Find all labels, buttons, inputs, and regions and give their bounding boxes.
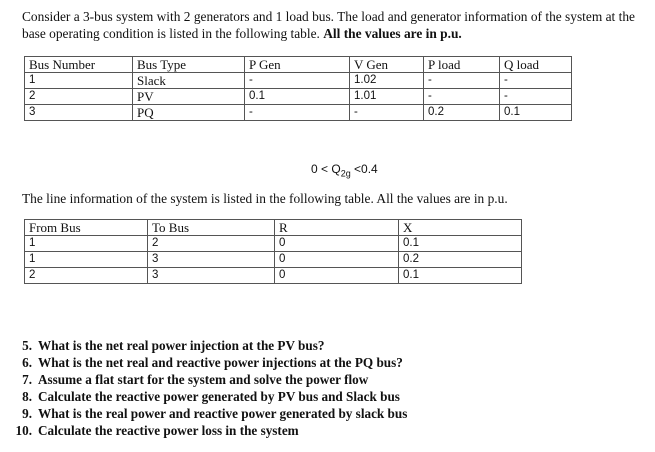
list-item (12, 337, 407, 354)
cell: 0.1 (245, 89, 350, 105)
cell: - (424, 73, 500, 89)
line-table (24, 219, 522, 284)
cell: - (500, 73, 572, 89)
question-text: Assume a flat start for the system and solve the power flow (38, 372, 369, 387)
list-item (12, 388, 407, 405)
cell: PQ (133, 105, 245, 121)
list-item (12, 371, 407, 388)
col-v-gen: V Gen (350, 57, 424, 73)
cell: 0.1 (399, 268, 522, 284)
cell: 1 (25, 236, 148, 252)
table-row (25, 73, 572, 89)
col-to-bus: To Bus (148, 220, 275, 236)
col-q-load: Q load (500, 57, 572, 73)
cell: 0.2 (424, 105, 500, 121)
table-row (25, 252, 522, 268)
cell: 1.02 (350, 73, 424, 89)
cell: - (424, 89, 500, 105)
cell: 2 (148, 236, 275, 252)
cell: 3 (25, 105, 133, 121)
col-bus-type: Bus Type (133, 57, 245, 73)
question-text: Calculate the reactive power generated by PV bus and Slack bus (38, 389, 400, 404)
question-list (12, 337, 407, 439)
cell: Slack (133, 73, 245, 89)
table-row (25, 236, 522, 252)
bus-table (24, 56, 572, 121)
question-text: What is the real power and reactive power generated by slack bus (38, 406, 408, 421)
cell: 0.2 (399, 252, 522, 268)
question-number: 9. (22, 406, 32, 421)
constraint-subscript: 2g (340, 168, 351, 179)
cell: 0 (275, 268, 399, 284)
col-p-load: P load (424, 57, 500, 73)
intro-text: Consider a 3-bus system with 2 generators and 1 load bus. The load and generator information of the system at the base operating condition is listed in the following table. (22, 9, 635, 41)
cell: 1 (25, 73, 133, 89)
cell: - (245, 73, 350, 89)
col-p-gen: P Gen (245, 57, 350, 73)
question-text: What is the net real and reactive power injections at the PQ bus? (38, 355, 403, 370)
constraint-right: <0.4 (350, 162, 378, 176)
col-from-bus: From Bus (25, 220, 148, 236)
intro-units-note: All the values are in p.u. (323, 26, 462, 41)
question-number: 8. (22, 389, 32, 404)
col-x: X (399, 220, 522, 236)
cell: 0.1 (399, 236, 522, 252)
cell: 0 (275, 252, 399, 268)
cell: - (350, 105, 424, 121)
cell: 2 (25, 89, 133, 105)
cell: 1.01 (350, 89, 424, 105)
question-number: 6. (22, 355, 32, 370)
cell: - (500, 89, 572, 105)
bus-table-header (25, 57, 572, 73)
question-text: Calculate the reactive power loss in the system (38, 423, 299, 438)
list-item (12, 422, 407, 439)
question-number: 5. (22, 338, 32, 353)
col-bus-number: Bus Number (25, 57, 133, 73)
col-r: R (275, 220, 399, 236)
cell: 2 (25, 268, 148, 284)
cell: 0.1 (500, 105, 572, 121)
cell: 0 (275, 236, 399, 252)
problem-intro (22, 8, 647, 42)
table-row (25, 268, 522, 284)
constraint-left: 0 < Q (311, 162, 341, 176)
table-row (25, 89, 572, 105)
line-intro: The line information of the system is listed in the following table. All the values are in p.u. (22, 191, 508, 206)
cell: PV (133, 89, 245, 105)
q-gen-constraint (311, 162, 378, 178)
cell: 3 (148, 252, 275, 268)
question-number: 10. (15, 423, 32, 438)
cell: - (245, 105, 350, 121)
list-item (12, 405, 407, 422)
question-number: 7. (22, 372, 32, 387)
list-item (12, 354, 407, 371)
table-row (25, 105, 572, 121)
line-table-header (25, 220, 522, 236)
cell: 3 (148, 268, 275, 284)
cell: 1 (25, 252, 148, 268)
question-text: What is the net real power injection at the PV bus? (38, 338, 325, 353)
